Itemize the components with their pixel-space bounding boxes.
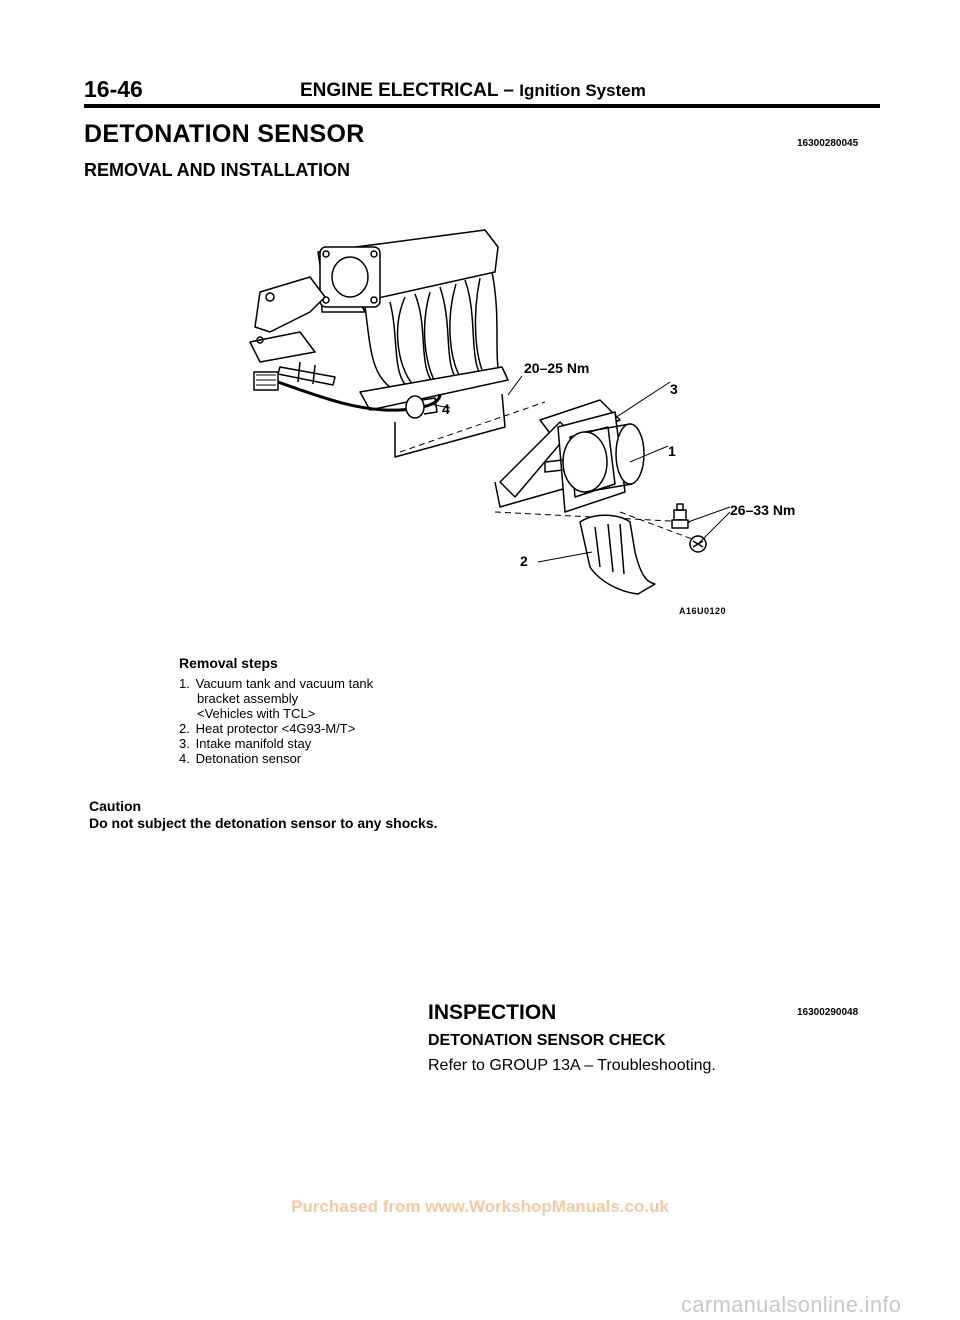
figure-code: A16U0120 — [679, 606, 727, 616]
inspection-code: 16300290048 — [797, 1007, 859, 1018]
exploded-diagram — [240, 222, 820, 622]
removal-steps-list — [179, 676, 479, 766]
callout-4: 4 — [442, 401, 450, 417]
torque-label-right: 26–33 Nm — [730, 502, 796, 518]
callout-1: 1 — [668, 443, 676, 459]
removal-step — [179, 751, 479, 766]
removal-step — [179, 736, 479, 751]
inspection-subtitle: DETONATION SENSOR CHECK — [428, 1032, 666, 1049]
removal-steps-title: Removal steps — [179, 655, 278, 671]
step-number: 3. — [179, 736, 190, 751]
inspection-text: Refer to GROUP 13A – Troubleshooting. — [428, 1057, 716, 1074]
step-text: Vacuum tank and vacuum tank — [195, 676, 374, 691]
site-watermark: carmanualsonline.info — [681, 1292, 902, 1317]
torque-label-top: 20–25 Nm — [524, 360, 590, 376]
header-rule — [84, 104, 880, 108]
caution-text: Do not subject the detonation sensor to any shocks. — [89, 815, 438, 831]
step-text: Detonation sensor — [195, 751, 302, 766]
page-title: DETONATION SENSOR — [84, 120, 365, 148]
section-title — [300, 80, 646, 102]
step-continuation: bracket assembly — [197, 691, 299, 706]
callout-2: 2 — [520, 553, 528, 569]
caution-title: Caution — [89, 798, 142, 814]
removal-step — [179, 721, 479, 736]
purchase-watermark: Purchased from www.WorkshopManuals.co.uk — [291, 1197, 669, 1216]
subsection-name: Ignition System — [519, 81, 646, 100]
step-number: 4. — [179, 751, 190, 766]
removal-step — [179, 676, 479, 691]
callout-3: 3 — [670, 381, 678, 397]
inspection-title: INSPECTION — [428, 1001, 557, 1024]
step-text: Intake manifold stay — [195, 736, 312, 751]
step-text: Heat protector <4G93-M/T> — [195, 721, 356, 736]
step-number: 1. — [179, 676, 190, 691]
section-name: ENGINE ELECTRICAL — [300, 80, 499, 101]
section-separator: – — [503, 80, 514, 101]
page-subtitle: REMOVAL AND INSTALLATION — [84, 160, 350, 180]
section-code: 16300280045 — [797, 138, 859, 149]
page-number: 16-46 — [84, 76, 143, 102]
step-number: 2. — [179, 721, 190, 736]
step-continuation: <Vehicles with TCL> — [197, 706, 316, 721]
